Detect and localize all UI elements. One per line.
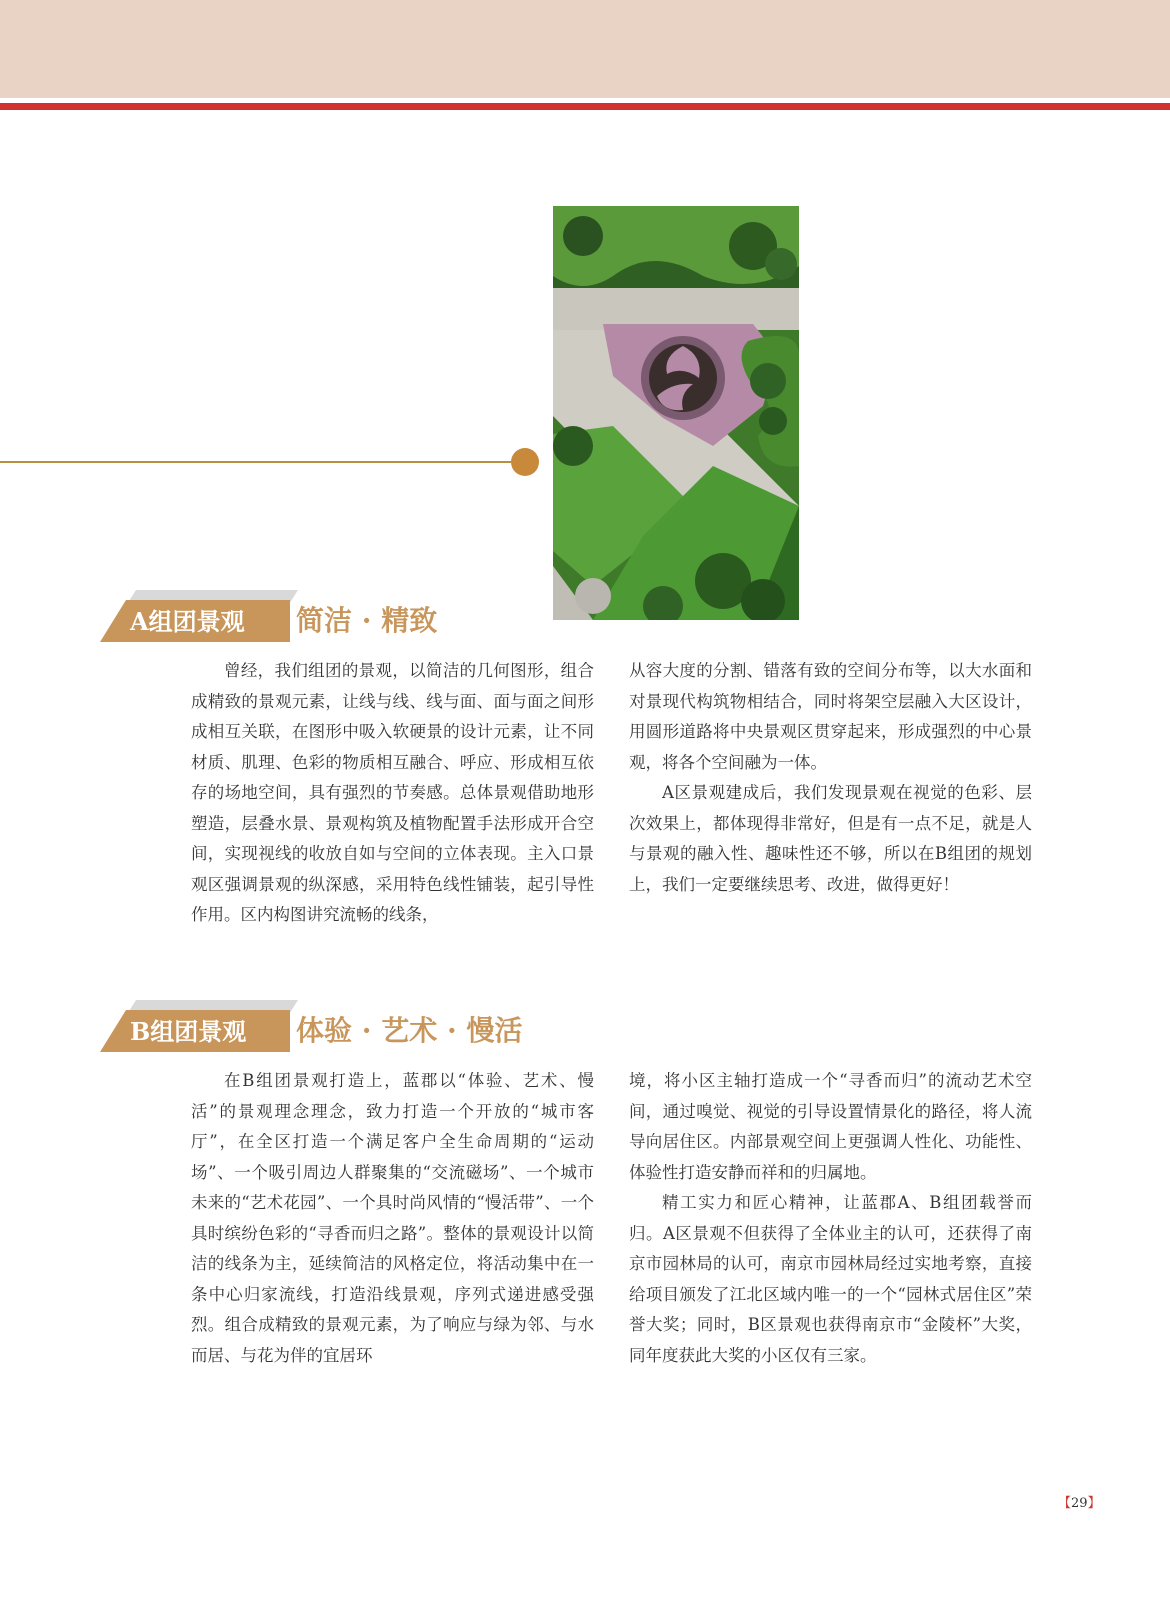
page-number-value: 29 <box>1071 1496 1088 1511</box>
page-number <box>1058 1492 1101 1511</box>
header-rule-red <box>0 103 1170 110</box>
page-bracket-right: 】 <box>1087 1496 1101 1511</box>
section-b-paragraph-3: 精工实力和匠心精神，让蓝郡A、B组团载誉而归。A区景观不但获得了全体业主的认可，还获得了南京市园林局的认可，南京市园林局经过实地考察，直接给项目颁发了江北区域内唯一的一个“园林式居住区”荣誉大奖；同时，B区景观也获得南京市“金陵杯”大奖，同年度获此大奖的小区仅有三家。 <box>629 1193 1032 1365</box>
section-b-tag-text: B组团景观 <box>130 1017 247 1046</box>
landscape-aerial-photo <box>553 206 799 620</box>
section-a-paragraph-1: 曾经，我们组团的景观，以简洁的几何图形，组合成精致的景观元素，让线与线、线与面、面与面之间形成相互关联，在图形中吸入软硬景的设计元素，让不同材质、肌理、色彩的物质相互融合、呼应、形成相互依存的场地空间，具有强烈的节奏感。总体景观借助地形塑造，层叠水景、景观构筑及植物配置手法形成开合空间，实现视线的收放自如与空间的立体表现。主入口景观区强调景观的纵深感，采用特色线性铺装，起引导性作用。区内构图讲究流畅的线条， <box>191 661 594 924</box>
section-a-column-right <box>629 656 1032 900</box>
section-a-column-left <box>191 656 594 931</box>
section-b-header <box>100 1010 600 1060</box>
section-b-paragraph-1: 在B组团景观打造上，蓝郡以“体验、艺术、慢活”的景观理念理念，致力打造一个开放的“城市客厅”，在全区打造一个满足客户全生命周期的“运动场”、一个吸引周边人群聚集的“交流磁场”、一个城市未来的“艺术花园”、一个具时尚风情的“慢活带”、一个具时缤纷色彩的“寻香而归之路”。整体的景观设计以简洁的线条为主，延续简洁的风格定位，将活动集中在一条中心归家流线，打造沿线景观，序列式递进感受强烈。组合成精致的景观元素，为了响应与绿为邻、与水而居、与花为伴的宜居环 <box>191 1071 594 1365</box>
section-a-paragraph-3: A区景观建成后，我们发现景观在视觉的色彩、层次效果上，都体现得非常好，但是有一点不足，就是人与景观的融入性、趣味性还不够，所以在B组团的规划上，我们一定要继续思考、改进，做得更好！ <box>629 783 1032 894</box>
section-a-tag-text: A组团景观 <box>130 607 245 636</box>
page-bracket-left: 【 <box>1058 1496 1072 1511</box>
section-b-column-right <box>629 1066 1032 1371</box>
section-a-paragraph-2: 从容大度的分割、错落有致的空间分布等，以大水面和对景现代构筑物相结合，同时将架空层融入大区设计，用圆形道路将中央景观区贯穿起来，形成强烈的中心景观，将各个空间融为一体。 <box>629 661 1032 772</box>
header-band <box>0 0 1170 98</box>
section-a-header <box>100 600 600 650</box>
section-a-subtitle: 简洁 · 精致 <box>296 604 438 637</box>
section-b-column-left <box>191 1066 594 1371</box>
timeline-dot <box>511 448 539 476</box>
header-divider-white <box>0 98 1170 102</box>
timeline-line <box>0 461 512 463</box>
section-b-paragraph-2: 境，将小区主轴打造成一个“寻香而归”的流动艺术空间，通过嗅觉、视觉的引导设置情景化的路径，将人流导向居住区。内部景观空间上更强调人性化、功能性、体验性打造安静而祥和的归属地。 <box>629 1071 1032 1182</box>
section-b-subtitle: 体验 · 艺术 · 慢活 <box>296 1014 523 1047</box>
